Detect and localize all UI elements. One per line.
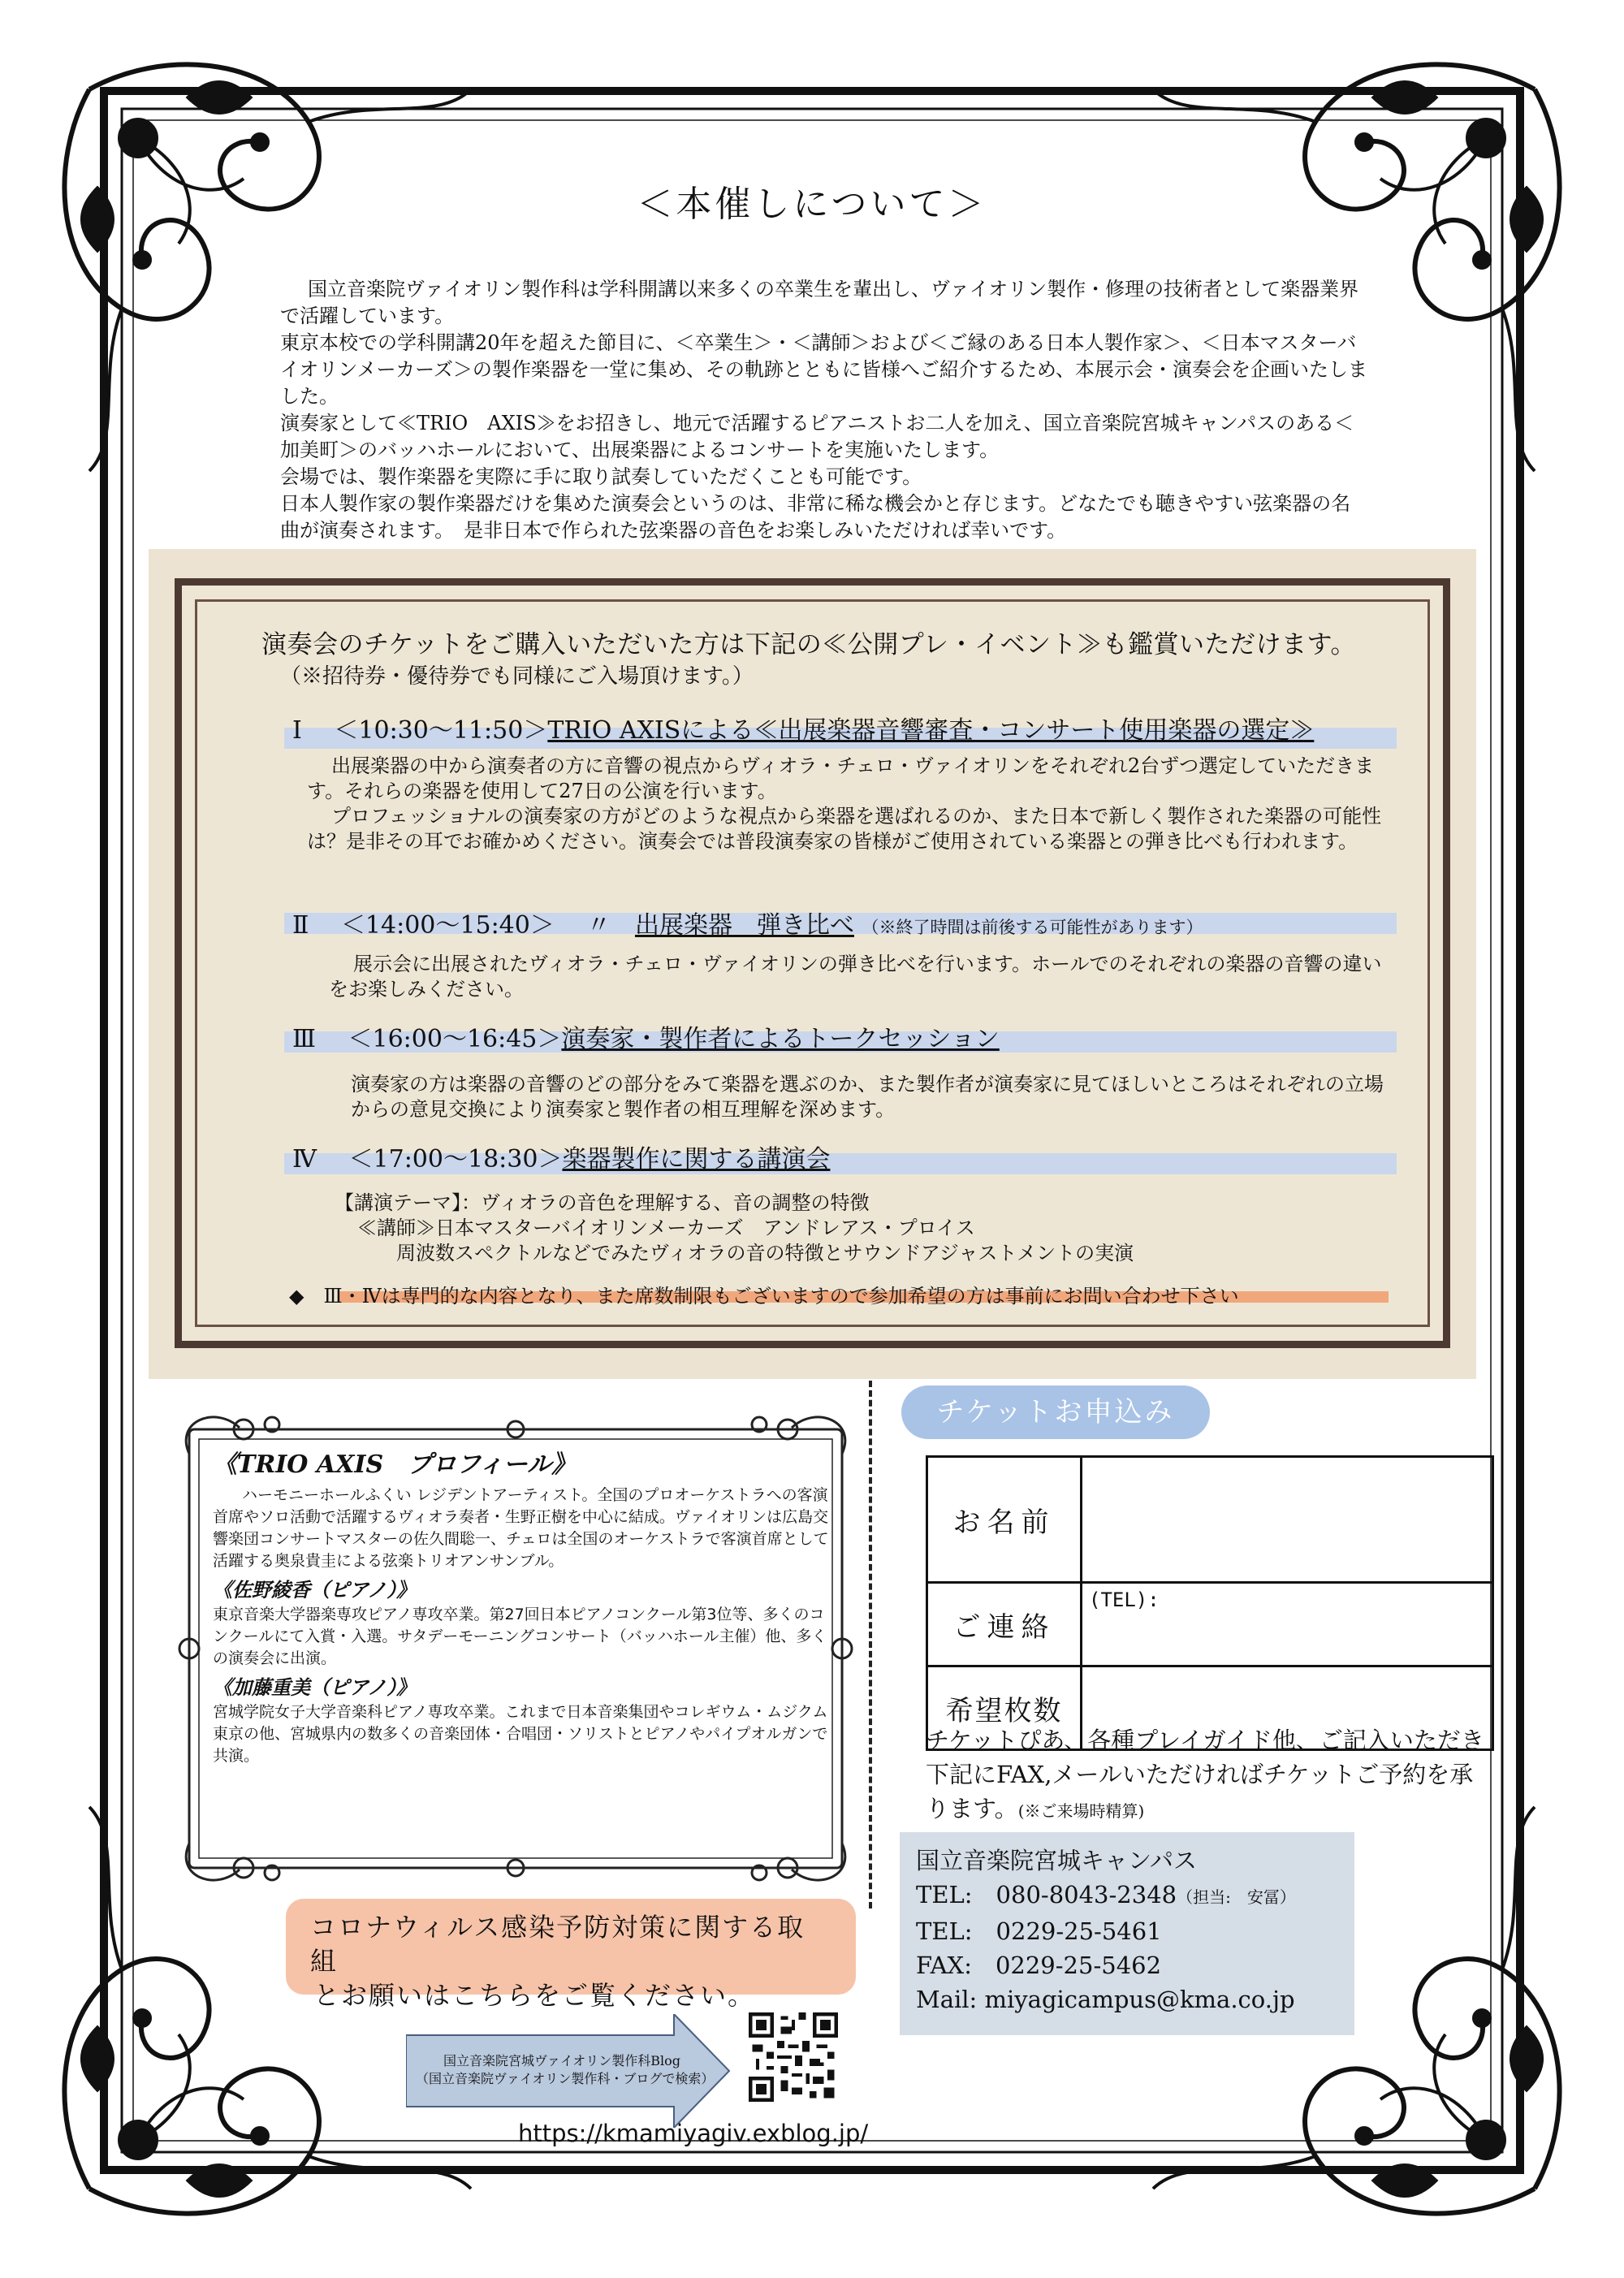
profile-title: 《TRIO AXIS プロフィール》 [213,1450,577,1479]
event-2-body [329,952,1393,1002]
events-heading: 演奏会のチケットをご購入いただいた方は下記の≪公開プレ・イベント≫も鑑賞いただけます。 [261,630,1356,659]
contact-field[interactable]: (TEL): [1082,1583,1493,1666]
name-field[interactable] [1082,1457,1493,1583]
name-label: お名前 [927,1457,1082,1583]
ticket-note-text: チケットぴあ、各種プレイガイド他、ご記入いただき下記にFAX,メールいただければチケットご予約を承ります。 [926,1727,1484,1822]
event-2-note: （※終了時間は前後する可能性があります） [862,918,1203,937]
event-3-time: ＜16:00～16:45＞ [348,1025,562,1053]
event-4-time: ＜17:00～18:30＞ [348,1145,563,1174]
pianist-1-text: 東京音楽大学器楽専攻ピアノ専攻卒業。第27回日本ピアノコンクール第3位等、多くのコンクールにて入賞・入選。サタデーモーニングコンサート（バッハホール主催）他、多くの演奏会に出演。 [213,1606,827,1667]
blog-url-link[interactable]: https://kmamiyagiv.exblog.jp/ [518,2120,869,2147]
event-1-heading [292,710,1314,746]
event-1-time: ＜10:30～11:50＞ [334,716,548,745]
trio-profile-text: ハーモニーホールふくい レジデントアーティスト。全国のプロオーケストラへの客演首席やソロ活動で活躍するヴィオラ奏者・生野正樹を中心に結成。ヴァイオリンは広島交響楽団コンサートマスターの佐久間聡一、チェロは全国のオーケストラで客演首席として活躍する奥泉貴圭による弦楽トリオアンサンブル。 [213,1486,829,1570]
event-4-heading [292,1139,830,1174]
event-2-title: 出展楽器 弾き比べ [634,911,854,940]
event-3-text: 演奏家の方は楽器の音響のどの部分をみて楽器を選ぶのか、また製作者が演奏家に見てほしいところはそれぞれの立場からの意見交換により演奏家と製作者の相互理解を深めます。 [351,1073,1384,1121]
contact-tel-1-note: （担当: 安冨） [1177,1887,1296,1907]
page-title: ＜本催しについて＞ [637,184,987,225]
event-1-title: TRIO AXISによる≪出展楽器音響審査・コンサート使用楽器の選定≫ [547,716,1315,745]
contact-fax: FAX: 0229-25-5462 [916,1952,1162,1979]
event-3-heading [292,1018,1000,1054]
intro-paragraph: 日本人製作家の製作楽器だけを集めた演奏会というのは、非常に稀な機会かと存じます。どなたでも聴きやすい弦楽器の名曲が演奏されます。 是非日本で作られた弦楽器の音色をお楽しみいただければ幸いです。 [280,492,1351,542]
intro-paragraph: 東京本校での学科開講20年を超えた節目に、＜卒業生＞・＜講師＞および＜ご縁のある日本人製作家＞、＜日本マスターバイオリンメーカーズ＞の製作楽器を一堂に集め、その軌跡とともに皆様へご紹介するため、本展示会・演奏会を企画いたしました。 [280,331,1367,408]
event-4-title: 楽器製作に関する講演会 [562,1145,831,1174]
event-3-number: Ⅲ [292,1025,316,1053]
ticket-note-small: (※ご来場時精算) [1017,1801,1145,1821]
ticket-form-table [926,1455,1494,1751]
contact-info [916,1844,1296,2016]
corona-line-2: とお願いはこちらをご覧ください。 [313,1980,756,2011]
contact-tel-2: TEL: 0229-25-5461 [916,1917,1162,1945]
event-2-time: ＜14:00～15:40＞ [340,911,555,940]
blog-title: 国立音楽院宮城ヴァイオリン製作科Blog [443,2053,681,2068]
contact-mail[interactable]: Mail: miyagicampus@kma.co.jp [916,1986,1295,2013]
corona-notice-box[interactable] [286,1899,856,2011]
event-3-title: 演奏家・製作者によるトークセッション [561,1025,1000,1053]
pianist-1-name: 《佐野綾香（ピアノ）》 [213,1578,417,1602]
event-4-number: Ⅳ [292,1145,317,1174]
lecture-detail: 周波数スペクトルなどでみたヴィオラの音の特徴とサウンドアジャストメントの実演 [396,1242,1134,1264]
contact-label: ご連絡 [927,1583,1082,1666]
intro-paragraph: 会場では、製作楽器を実際に手に取り試奏していただくことも可能です。 [280,465,922,488]
intro-text [280,276,1368,544]
profile-body [213,1485,838,1767]
pianist-2-name: 《加藤重美（ピアノ）》 [213,1675,417,1699]
blog-label[interactable] [416,2052,715,2088]
pianist-2-text: 宮城学院女子大学音楽科ピアノ専攻卒業。これまで日本音楽集団やコレギウム・ムジクム東京の他、宮城県内の数多くの音楽団体・合唱団・ソリストとピアノやパイプオルガンで共演。 [213,1703,828,1765]
lecture-theme: 【講演テーマ】：ヴィオラの音色を理解する、音の調整の特徴 [335,1191,870,1214]
ticket-note [926,1723,1494,1828]
ticket-application-badge: チケットお申込み [901,1385,1210,1439]
qr-code-icon[interactable] [749,2012,838,2102]
corona-line-1: コロナウィルス感染予防対策に関する取組 [310,1912,806,1977]
event-1-body [307,754,1387,854]
event-1-text: プロフェッショナルの演奏家の方がどのような視点から楽器を選ばれるのか、また日本で新しく製作された楽器の可能性は？是非その耳でお確かめください。演奏会では普段演奏家の皆様がご使用されている楽器との弾き比べも行われます。 [307,805,1382,853]
event-4-body [335,1191,1390,1266]
dashed-divider [869,1381,872,1908]
event-2-number: Ⅱ [292,911,309,940]
event-3-body [351,1072,1398,1122]
contact-name: 国立音楽院宮城キャンパス [916,1847,1197,1874]
lecture-lecturer: ≪講師≫日本マスターバイオリンメーカーズ アンドレアス・プロイス [357,1217,975,1239]
contact-tel-1: TEL: 080-8043-2348 [916,1881,1177,1908]
event-1-number: Ⅰ [292,716,302,745]
intro-paragraph: 国立音楽院ヴァイオリン製作科は学科開講以来多くの卒業生を輩出し、ヴァイオリン製作・修理の技術者として楽器業界で活躍しています。 [280,278,1359,327]
blog-search-hint: （国立音楽院ヴァイオリン製作科・ブログで検索） [416,2071,715,2086]
event-2-text: 展示会に出展されたヴィオラ・チェロ・ヴァイオリンの弾き比べを行います。ホールでのそれぞれの楽器の音響の違いをお楽しみください。 [329,953,1382,1001]
intro-paragraph: 演奏家として≪TRIO AXIS≫をお招きし、地元で活躍するピアニストお二人を加え、国立音楽院宮城キャンパスのある＜加美町＞のバッハホールにおいて、出展楽器によるコンサートを実施いたします。 [280,412,1354,461]
ticket-count-label: 希望枚数 [927,1666,1082,1750]
event-notice: ◆ Ⅲ・Ⅳは専門的な内容となり、また席数制限もございますので参加希望の方は事前にお問い合わせ下さい [289,1285,1239,1308]
event-2-heading [292,905,1203,940]
ditto-mark: 〃 [586,911,611,940]
events-subheading: （※招待券・優待券でも同様にご入場頂けます。） [280,664,754,689]
event-1-text: 出展楽器の中から演奏者の方に音響の視点からヴィオラ・チェロ・ヴァイオリンをそれぞれ2台ずつ選定していただきます。それらの楽器を使用して27日の公演を行います。 [307,754,1375,802]
